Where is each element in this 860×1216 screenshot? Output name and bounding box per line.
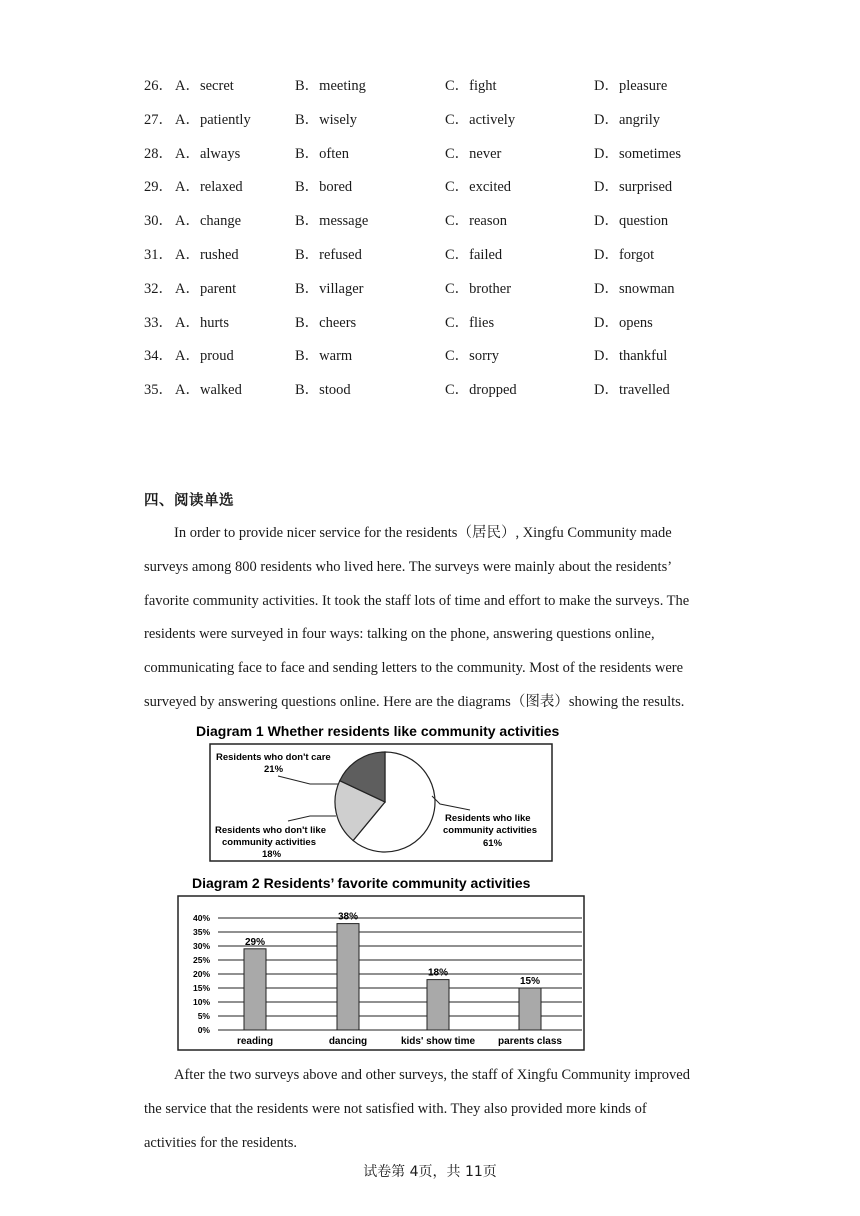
option-a: A．secret: [175, 78, 234, 94]
option-d: D．angrily: [594, 111, 661, 128]
question-number: 35．: [144, 382, 173, 399]
option-b: B．stood: [295, 382, 351, 399]
y-tick-label: 15%: [192, 983, 210, 993]
pie-label-like-line2: community activities: [443, 825, 537, 836]
question-row: [144, 340, 744, 374]
question-row: [144, 374, 744, 408]
option-d: D．thankful: [594, 348, 668, 365]
pie-label-dont-like-line1: Residents who don't like: [215, 825, 326, 836]
y-tick-label: 20%: [192, 969, 210, 979]
leader-line-like: [432, 796, 470, 810]
bar: [427, 980, 449, 1030]
pie-pct-like: 61%: [483, 838, 503, 849]
paragraph-line: surveys among 800 residents who lived here. The surveys were mainly about the residents’: [144, 558, 673, 575]
question-row: [144, 104, 744, 138]
pie-label-like-line1: Residents who like: [445, 813, 531, 824]
reading-paragraph-2: [144, 1065, 724, 1166]
option-b: B．often: [295, 145, 349, 162]
paragraph-line: communicating face to face and sending letters to the community. Most of the residents were: [144, 660, 684, 677]
option-c: C．sorry: [445, 348, 499, 365]
question-number: 29．: [144, 179, 173, 196]
x-category-label: dancing: [328, 1036, 368, 1047]
paragraph-line: favorite community activities. It took the staff lots of time and effort to make the surveys. The: [144, 592, 690, 609]
bar: [337, 924, 359, 1030]
diagram2-title: Diagram 2 Residents’ favorite community activities: [192, 875, 531, 891]
question-row: [144, 138, 744, 172]
option-a: A．always: [175, 145, 241, 162]
option-c: C．dropped: [445, 382, 517, 399]
question-number: 33．: [144, 314, 173, 331]
bar-value-label: 15%: [519, 976, 541, 987]
option-b: B．message: [295, 213, 369, 230]
pie-pct-dont-like: 18%: [262, 849, 282, 860]
question-number: 31．: [144, 246, 173, 263]
option-c: C．never: [445, 145, 502, 162]
leader-line-dont-like: [288, 816, 336, 821]
option-d: D．snowman: [594, 280, 675, 297]
paragraph-line: surveyed by answering questions online. Here are the diagrams（图表）showing the results.: [144, 693, 685, 710]
y-tick-label: 40%: [192, 913, 210, 923]
option-a: A．walked: [175, 382, 242, 399]
option-a: A．rushed: [175, 246, 239, 263]
question-number: 27．: [144, 111, 173, 128]
option-b: B．bored: [295, 179, 353, 196]
option-c: C．brother: [445, 280, 512, 297]
y-tick-label: 10%: [192, 997, 210, 1007]
option-c: C．actively: [445, 111, 516, 128]
option-c: C．reason: [445, 213, 508, 230]
question-row: [144, 273, 744, 307]
bar-value-label: 18%: [427, 967, 449, 979]
option-b: B．cheers: [295, 314, 357, 331]
paragraph-line: After the two surveys above and other surveys, the staff of Xingfu Community improved: [174, 1067, 690, 1083]
question-number: 32．: [144, 280, 173, 297]
option-d: D．opens: [594, 314, 653, 331]
x-category-label: reading: [236, 1036, 274, 1047]
option-d: D．forgot: [594, 246, 655, 263]
option-d: D．surprised: [594, 179, 673, 196]
question-number: 30．: [144, 213, 173, 230]
question-number: 34．: [144, 348, 173, 365]
option-b: B．refused: [295, 246, 362, 263]
option-b: B．villager: [295, 280, 364, 297]
option-c: C．flies: [445, 314, 495, 331]
pie-label-dont-care: Residents who don't care: [216, 752, 331, 763]
pie-pct-dont-care: 21%: [264, 764, 284, 775]
y-tick-label: 25%: [192, 955, 210, 965]
bar: [244, 949, 266, 1030]
y-tick-label: 30%: [192, 941, 210, 951]
option-a: A．proud: [175, 348, 234, 365]
bar-value-label: 29%: [244, 936, 266, 948]
diagram-figure: [170, 718, 600, 1058]
option-d: D．travelled: [594, 382, 670, 399]
bar: [519, 988, 541, 1030]
diagram1-title: Diagram 1 Whether residents like community activities: [196, 723, 560, 739]
x-category-label: kids' show time: [400, 1036, 476, 1047]
option-b: B．warm: [295, 348, 353, 365]
option-c: C．fight: [445, 78, 497, 94]
option-d: D．question: [594, 213, 669, 230]
option-b: B．wisely: [295, 111, 358, 128]
option-d: D．pleasure: [594, 78, 668, 94]
page-footer: 试卷第 4页，共 11页: [363, 1164, 497, 1180]
paragraph-line: the service that the residents were not satisfied with. They also provided more kinds of: [144, 1100, 647, 1117]
reading-paragraph-1: [144, 523, 724, 726]
option-a: A．patiently: [175, 111, 251, 128]
pie-label-dont-like-line2: community activities: [222, 837, 316, 848]
option-a: A．hurts: [175, 314, 229, 331]
option-c: C．excited: [445, 179, 512, 196]
option-d: D．sometimes: [594, 145, 681, 162]
question-row: [144, 307, 744, 341]
question-row: [144, 70, 744, 104]
question-row: [144, 239, 744, 273]
option-b: B．meeting: [295, 78, 366, 94]
question-number: 26．: [144, 78, 173, 94]
paragraph-line: residents were surveyed in four ways: talking on the phone, answering questions online,: [144, 626, 655, 643]
leader-line-dont-care: [278, 776, 338, 784]
y-tick-label: 5%: [197, 1011, 210, 1021]
y-tick-label: 35%: [192, 927, 210, 937]
answer-options: [144, 70, 744, 408]
diagrams-svg: [170, 718, 600, 1058]
paragraph-line: In order to provide nicer service for the residents（居民）, Xingfu Community made: [174, 525, 672, 541]
bar-value-label: 38%: [337, 911, 359, 923]
option-a: A．relaxed: [175, 179, 243, 196]
x-category-label: parents class: [498, 1036, 562, 1047]
y-tick-label: 0%: [197, 1025, 210, 1035]
option-a: A．parent: [175, 280, 237, 297]
question-number: 28．: [144, 145, 173, 162]
question-row: [144, 205, 744, 239]
paragraph-line: activities for the residents.: [144, 1134, 298, 1151]
question-row: [144, 171, 744, 205]
section-title: 四、阅读单选: [144, 493, 234, 509]
option-c: C．failed: [445, 246, 503, 263]
option-a: A．change: [175, 213, 242, 230]
